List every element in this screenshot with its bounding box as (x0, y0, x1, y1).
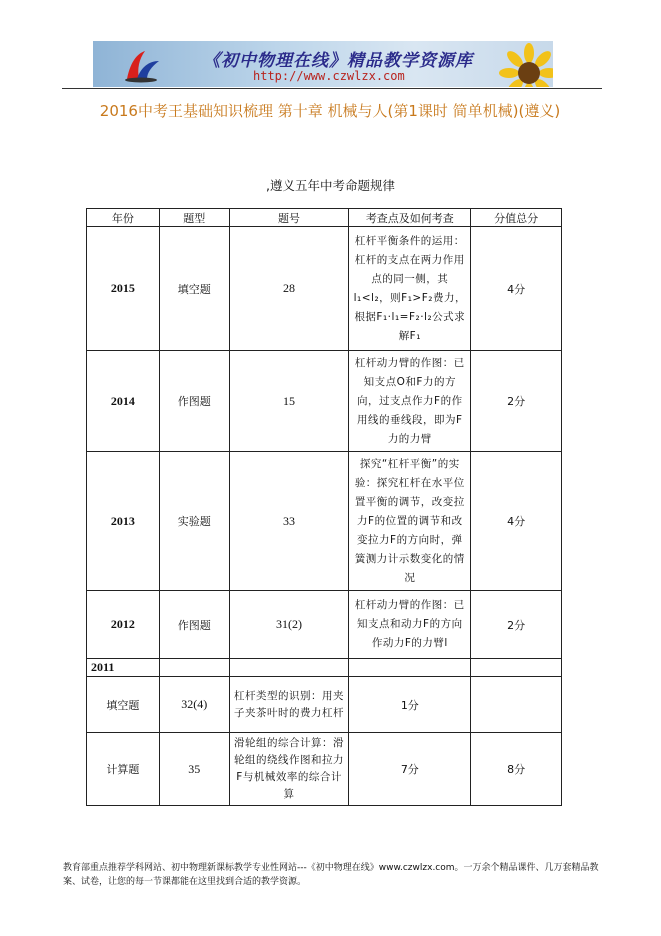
score-cell: 4分 (471, 227, 562, 351)
header-divider (62, 88, 602, 89)
exam-pattern-table (86, 208, 562, 806)
year-cell: 2014 (87, 351, 160, 452)
empty-cell (229, 659, 349, 677)
empty-cell (349, 659, 471, 677)
table-row (87, 452, 562, 591)
number-cell: 28 (229, 227, 349, 351)
score-cell: 1分 (349, 677, 471, 733)
number-cell: 35 (159, 733, 229, 806)
knowledge-point-cell: 杠杆动力臂的作图：已知支点和动力F的方向作动力F的力臂l (349, 591, 471, 659)
type-cell: 填空题 (159, 227, 229, 351)
year-cell: 2011 (87, 659, 160, 677)
site-url[interactable]: http://www.czwlzx.com (253, 69, 405, 83)
score-cell: 2分 (471, 351, 562, 452)
knowledge-point-cell: 杠杆平衡条件的运用：杠杆的支点在两力作用点的同一侧，其l₁<l₂，则F₁>F₂费力，根据F₁·l₁=F₂·l₂公式求解F₁ (349, 227, 471, 351)
number-cell: 33 (229, 452, 349, 591)
total-cell: 8分 (471, 733, 562, 806)
header-knowledge-point: 考查点及如何考查 (349, 209, 471, 227)
table-row (87, 677, 562, 733)
type-cell: 作图题 (159, 351, 229, 452)
document-title: 2016中考王基础知识梳理 第十章 机械与人(第1课时 简单机械)(遵义) (99, 102, 561, 120)
type-cell: 作图题 (159, 591, 229, 659)
number-cell: 15 (229, 351, 349, 452)
type-cell: 计算题 (87, 733, 160, 806)
table-row (87, 351, 562, 452)
site-logo-icon (121, 49, 161, 83)
header-score: 分值总分 (471, 209, 562, 227)
header-type: 题型 (159, 209, 229, 227)
year-cell: 2013 (87, 452, 160, 591)
table-row-2011-label (87, 659, 562, 677)
number-cell: 31(2) (229, 591, 349, 659)
score-cell: 2分 (471, 591, 562, 659)
knowledge-point-cell: 杠杆类型的识别：用夹子夹茶叶时的费力杠杆 (229, 677, 349, 733)
table-header-row (87, 209, 562, 227)
score-cell: 7分 (349, 733, 471, 806)
total-cell (471, 677, 562, 733)
score-cell: 4分 (471, 452, 562, 591)
year-cell: 2015 (87, 227, 160, 351)
sunflower-icon (499, 43, 553, 87)
header-number: 题号 (229, 209, 349, 227)
table-row (87, 733, 562, 806)
year-cell: 2012 (87, 591, 160, 659)
page-footer: 教育部重点推荐学科网站、初中物理新课标教学专业性网站---《初中物理在线》www.czwlzx.com。一万余个精品课件、几万套精品教案、试卷，让您的每一节课都能在这里找到合适的教学资源。 (63, 863, 599, 887)
knowledge-point-cell: 滑轮组的综合计算：滑轮组的绕线作图和拉力F与机械效率的综合计算 (229, 733, 349, 806)
table-row (87, 591, 562, 659)
knowledge-point-cell: 杠杆动力臂的作图：已知支点O和F力的方向，过支点作力F的作用线的垂线段，即为F力的力臂 (349, 351, 471, 452)
empty-cell (471, 659, 562, 677)
header-year: 年份 (87, 209, 160, 227)
table-row (87, 227, 562, 351)
type-cell: 实验题 (159, 452, 229, 591)
empty-cell (159, 659, 229, 677)
knowledge-point-cell: 探究“杠杆平衡”的实验：探究杠杆在水平位置平衡的调节，改变拉力F的位置的调节和改变拉力F的方向时，弹簧测力计示数变化的情况 (349, 452, 471, 591)
type-cell: 填空题 (87, 677, 160, 733)
number-cell: 32(4) (159, 677, 229, 733)
site-title: 《初中物理在线》精品教学资源库 (203, 51, 473, 71)
site-banner (93, 41, 553, 87)
section-heading: ,遵义五年中考命题规律 (266, 178, 395, 193)
